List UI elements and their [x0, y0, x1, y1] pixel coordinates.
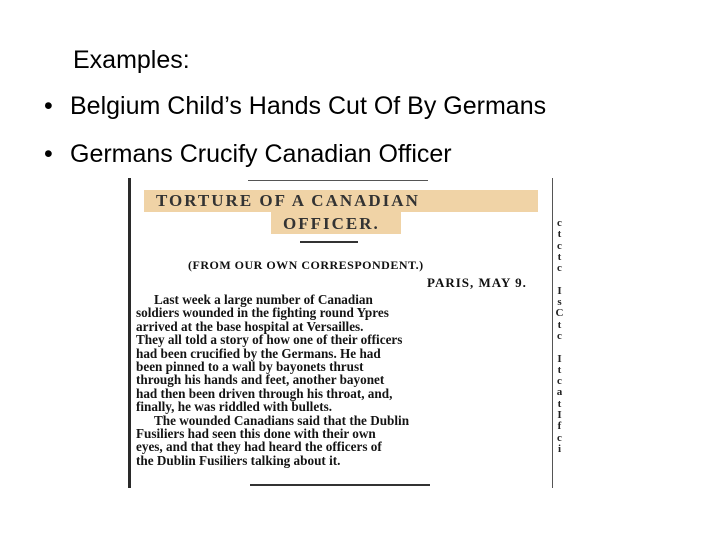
adjacent-column-char: s	[557, 296, 562, 309]
adjacent-column-char	[553, 342, 566, 353]
article-line: finally, he was riddled with bullets.	[136, 399, 333, 415]
article-line: They all told a story of how one of their officers	[136, 332, 403, 348]
adjacent-column-char: t	[557, 228, 562, 241]
adjacent-column-char: C	[555, 307, 564, 320]
bullet-text: Belgium Child’s Hands Cut Of By Germans	[70, 92, 547, 120]
bullet-item	[44, 138, 452, 170]
clipping-article	[136, 293, 546, 467]
clipping-headline: OFFICER.	[283, 214, 380, 233]
slide-heading: Examples:	[73, 46, 190, 74]
clipping-dateline: PARIS, MAY 9.	[427, 275, 527, 290]
adjacent-column-char: c	[557, 262, 562, 275]
clipping-top-rule	[248, 180, 428, 181]
headline-rule	[300, 241, 358, 243]
adjacent-column-char: t	[557, 250, 562, 263]
clipping-bottom-rule	[250, 484, 430, 486]
newspaper-clipping	[128, 178, 566, 488]
bullet-dot-icon: •	[44, 140, 53, 168]
article-line: had then been driven through his throat, and,	[136, 385, 393, 401]
adjacent-column-char: I	[557, 409, 562, 422]
article-line: the Dublin Fusiliers talking about it.	[136, 452, 341, 468]
adjacent-column-char: t	[557, 397, 562, 410]
article-line: had been crucified by the Germans. He had	[136, 345, 381, 361]
adjacent-column-char: c	[557, 329, 562, 342]
adjacent-column-char: I	[557, 352, 562, 365]
clipping-headline: TORTURE OF A CANADIAN	[156, 191, 420, 210]
clipping-byline: (FROM OUR OWN CORRESPONDENT.)	[188, 258, 424, 272]
bullet-text: Germans Crucify Canadian Officer	[70, 140, 452, 168]
adjacent-column-fragment	[552, 178, 566, 488]
bullet-dot-icon: •	[44, 92, 53, 120]
adjacent-column-char: i	[557, 442, 562, 455]
adjacent-column-char: t	[557, 363, 562, 376]
clipping-edge	[128, 178, 131, 488]
article-line: Last week a large number of Canadian	[154, 292, 373, 307]
bullet-item	[44, 90, 546, 122]
adjacent-column-char: t	[557, 318, 562, 331]
article-line: arrived at the base hospital at Versailles.	[136, 318, 364, 334]
article-line: been pinned to a wall by bayonets thrust	[136, 359, 364, 375]
article-line: eyes, and that they had heard the officers of	[136, 439, 382, 455]
adjacent-column-char: c	[557, 375, 562, 388]
adjacent-column-char: c	[557, 217, 562, 229]
adjacent-column-char: c	[557, 431, 562, 444]
article-line: The wounded Canadians said that the Dublin	[154, 412, 410, 428]
adjacent-column-char: I	[557, 284, 562, 297]
adjacent-column-char: f	[557, 420, 562, 433]
article-line: Fusiliers had seen this done with their own	[136, 426, 376, 442]
article-line: through his hands and feet, another bayonet	[136, 372, 385, 388]
adjacent-column-char: a	[556, 386, 563, 399]
adjacent-column-char: c	[557, 239, 562, 252]
article-line: soldiers wounded in the fighting round Ypres	[136, 305, 389, 321]
